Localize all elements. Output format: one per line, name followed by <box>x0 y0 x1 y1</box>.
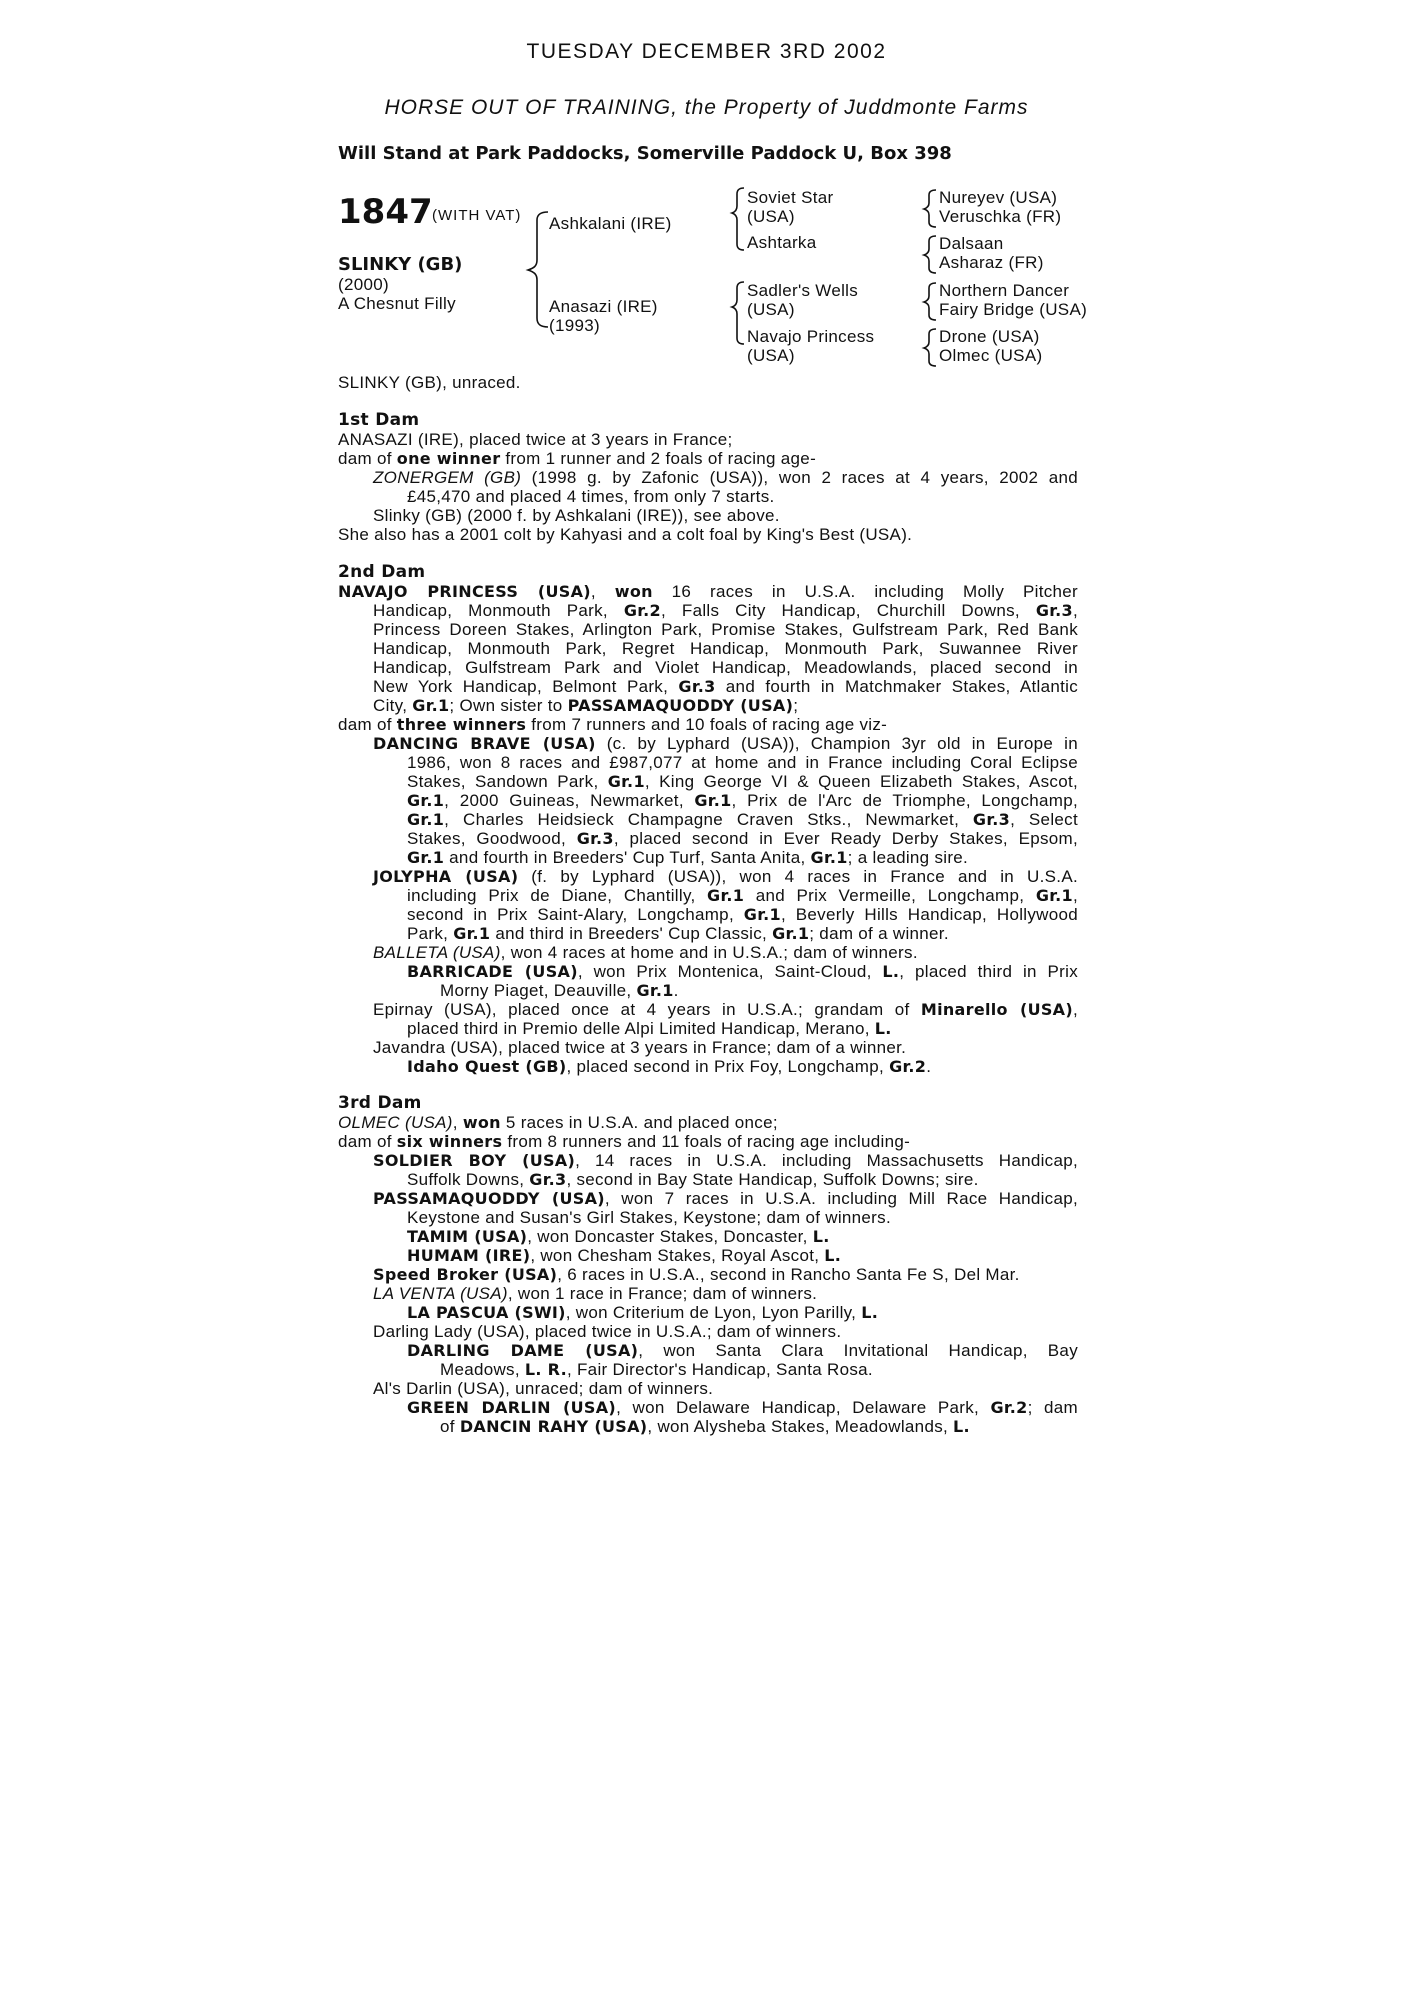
second-dam-line: Park, Gr.1 and third in Breeders' Cup Classic, Gr.1; dam of a winner. <box>407 924 949 943</box>
second-dam-line: DANCING BRAVE (USA) (c. by Lyphard (USA)), Champion 3yr old in Europe in <box>373 734 1078 753</box>
third-dam-line: SOLDIER BOY (USA), 14 races in U.S.A. including Massachusetts Handicap, <box>373 1151 1078 1170</box>
first-dam-line: She also has a 2001 colt by Kahyasi and a colt foal by King's Best (USA). <box>338 525 913 544</box>
pedigree-sire: Ashkalani (IRE) <box>549 214 672 233</box>
second-dam-line: City, Gr.1; Own sister to PASSAMAQUODDY (USA); <box>373 696 799 715</box>
third-dam-line: Darling Lady (USA), placed twice in U.S.A.; dam of winners. <box>373 1322 842 1341</box>
horse-description: A Chesnut Filly <box>338 294 456 313</box>
pedigree-ss-2: (USA) <box>747 207 795 226</box>
pedigree-ds-1: Sadler's Wells <box>747 281 859 300</box>
vat-note: (WITH VAT) <box>432 207 522 224</box>
second-dam-line: Handicap, Gulfstream Park and Violet Handicap, Meadowlands, placed second in <box>373 658 1078 677</box>
second-dam-line: 1986, won 8 races and £987,077 at home and in France including Coral Eclipse <box>407 753 1078 772</box>
third-dam-line: dam of six winners from 8 runners and 11 foals of racing age including- <box>338 1132 911 1151</box>
second-dam-line: BARRICADE (USA), won Prix Montenica, Saint-Cloud, L., placed third in Prix <box>407 962 1078 981</box>
lot-number: 1847 <box>338 192 433 232</box>
first-dam-line: dam of one winner from 1 runner and 2 foals of racing age- <box>338 449 817 468</box>
pedigree-g5: Northern Dancer <box>939 281 1070 300</box>
second-dam-line: Gr.1, Charles Heidsieck Champagne Craven Stks., Newmarket, Gr.3, Select <box>407 810 1078 829</box>
third-dam-line: TAMIM (USA), won Doncaster Stakes, Doncaster, L. <box>407 1227 830 1246</box>
pedigree-dam-year: (1993) <box>549 316 600 335</box>
third-dam-line: GREEN DARLIN (USA), won Delaware Handicap, Delaware Park, Gr.2; dam <box>407 1398 1078 1417</box>
first-dam-line: Slinky (GB) (2000 f. by Ashkalani (IRE)), see above. <box>373 506 780 525</box>
second-dam-line: Idaho Quest (GB), placed second in Prix Foy, Longchamp, Gr.2. <box>407 1057 932 1076</box>
third-dam-line: Suffolk Downs, Gr.3, second in Bay State Handicap, Suffolk Downs; sire. <box>407 1170 979 1189</box>
third-dam-heading: 3rd Dam <box>338 1093 422 1113</box>
second-dam-section <box>338 563 1078 1076</box>
first-dam-section <box>338 411 1078 544</box>
pedigree-dd-1: Navajo Princess <box>747 327 875 346</box>
third-dam-line: HUMAM (IRE), won Chesham Stakes, Royal Ascot, L. <box>407 1246 842 1265</box>
third-dam-line: LA PASCUA (SWI), won Criterium de Lyon, Lyon Parilly, L. <box>407 1303 879 1322</box>
pedigree-dd-2: (USA) <box>747 346 795 365</box>
pedigree-sd: Ashtarka <box>747 233 817 252</box>
second-dam-line: Gr.1 and fourth in Breeders' Cup Turf, Santa Anita, Gr.1; a leading sire. <box>407 848 969 867</box>
stand-location: Will Stand at Park Paddocks, Somerville Paddock U, Box 398 <box>338 143 952 164</box>
second-dam-line: Gr.1, 2000 Guineas, Newmarket, Gr.1, Prix de l'Arc de Triomphe, Longchamp, <box>407 791 1078 810</box>
second-dam-line: Stakes, Goodwood, Gr.3, placed second in Ever Ready Derby Stakes, Epsom, <box>407 829 1079 848</box>
pedigree-g6: Fairy Bridge (USA) <box>939 300 1088 319</box>
second-dam-line: BALLETA (USA), won 4 races at home and in U.S.A.; dam of winners. <box>373 943 918 962</box>
sale-subtitle: HORSE OUT OF TRAINING, the Property of Juddmonte Farms <box>384 96 1029 119</box>
second-dam-line: Stakes, Sandown Park, Gr.1, King George VI & Queen Elizabeth Stakes, Ascot, <box>407 772 1079 791</box>
third-dam-line: Meadows, L. R., Fair Director's Handicap, Santa Rosa. <box>440 1360 873 1379</box>
unraced-note: SLINKY (GB), unraced. <box>338 373 521 392</box>
second-dam-line: JOLYPHA (USA) (f. by Lyphard (USA)), won 4 races in France and in U.S.A. <box>373 867 1078 886</box>
third-dam-section <box>338 1094 1078 1436</box>
pedigree-g2: Veruschka (FR) <box>939 207 1062 226</box>
third-dam-line: Keystone and Susan's Girl Stakes, Keystone; dam of winners. <box>407 1208 891 1227</box>
first-dam-line: £45,470 and placed 4 times, from only 7 starts. <box>407 487 775 506</box>
second-dam-line: Handicap, Monmouth Park, Regret Handicap, Monmouth Park, Suwannee River <box>373 639 1078 658</box>
third-dam-line: OLMEC (USA), won 5 races in U.S.A. and placed once; <box>338 1113 778 1132</box>
pedigree-g1: Nureyev (USA) <box>939 188 1058 207</box>
pedigree-ss-1: Soviet Star <box>747 188 834 207</box>
second-dam-line: Handicap, Monmouth Park, Gr.2, Falls City Handicap, Churchill Downs, Gr.3, <box>373 601 1078 620</box>
third-dam-line: PASSAMAQUODDY (USA), won 7 races in U.S.A. including Mill Race Handicap, <box>373 1189 1078 1208</box>
pedigree-g7: Drone (USA) <box>939 327 1040 346</box>
pedigree-dam: Anasazi (IRE) <box>549 297 658 316</box>
first-dam-line: ZONERGEM (GB) (1998 g. by Zafonic (USA)), won 2 races at 4 years, 2002 and <box>373 468 1079 487</box>
second-dam-line: Morny Piaget, Deauville, Gr.1. <box>440 981 679 1000</box>
second-dam-heading: 2nd Dam <box>338 562 426 582</box>
second-dam-line: placed third in Premio delle Alpi Limited Handicap, Merano, L. <box>407 1019 892 1038</box>
second-dam-line: New York Handicap, Belmont Park, Gr.3 and fourth in Matchmaker Stakes, Atlantic <box>373 677 1078 696</box>
pedigree-g8: Olmec (USA) <box>939 346 1043 365</box>
pedigree-ds-2: (USA) <box>747 300 795 319</box>
horse-year: (2000) <box>338 275 389 294</box>
second-dam-line: Princess Doreen Stakes, Arlington Park, Promise Stakes, Gulfstream Park, Red Bank <box>373 620 1078 639</box>
first-dam-heading: 1st Dam <box>338 410 420 430</box>
pedigree-braces <box>0 0 1413 400</box>
horse-name: SLINKY (GB) <box>338 254 463 275</box>
third-dam-line: DARLING DAME (USA), won Santa Clara Invitational Handicap, Bay <box>407 1341 1078 1360</box>
third-dam-line: Al's Darlin (USA), unraced; dam of winners. <box>373 1379 714 1398</box>
second-dam-line: dam of three winners from 7 runners and 10 foals of racing age viz- <box>338 715 888 734</box>
third-dam-line: LA VENTA (USA), won 1 race in France; dam of winners. <box>373 1284 818 1303</box>
second-dam-line: Javandra (USA), placed twice at 3 years in France; dam of a winner. <box>373 1038 907 1057</box>
second-dam-line: Epirnay (USA), placed once at 4 years in U.S.A.; grandam of Minarello (USA), <box>373 1000 1079 1019</box>
pedigree-g4: Asharaz (FR) <box>939 253 1044 272</box>
third-dam-line: of DANCIN RAHY (USA), won Alysheba Stakes, Meadowlands, L. <box>440 1417 970 1436</box>
first-dam-line: ANASAZI (IRE), placed twice at 3 years in France; <box>338 430 733 449</box>
pedigree-g3: Dalsaan <box>939 234 1004 253</box>
second-dam-line: including Prix de Diane, Chantilly, Gr.1 and Prix Vermeille, Longchamp, Gr.1, <box>407 886 1078 905</box>
sale-date: TUESDAY DECEMBER 3RD 2002 <box>526 40 887 63</box>
third-dam-line: Speed Broker (USA), 6 races in U.S.A., second in Rancho Santa Fe S, Del Mar. <box>373 1265 1020 1284</box>
second-dam-line: second in Prix Saint-Alary, Longchamp, Gr.1, Beverly Hills Handicap, Hollywood <box>407 905 1078 924</box>
second-dam-line: NAVAJO PRINCESS (USA), won 16 races in U.S.A. including Molly Pitcher <box>338 582 1078 601</box>
